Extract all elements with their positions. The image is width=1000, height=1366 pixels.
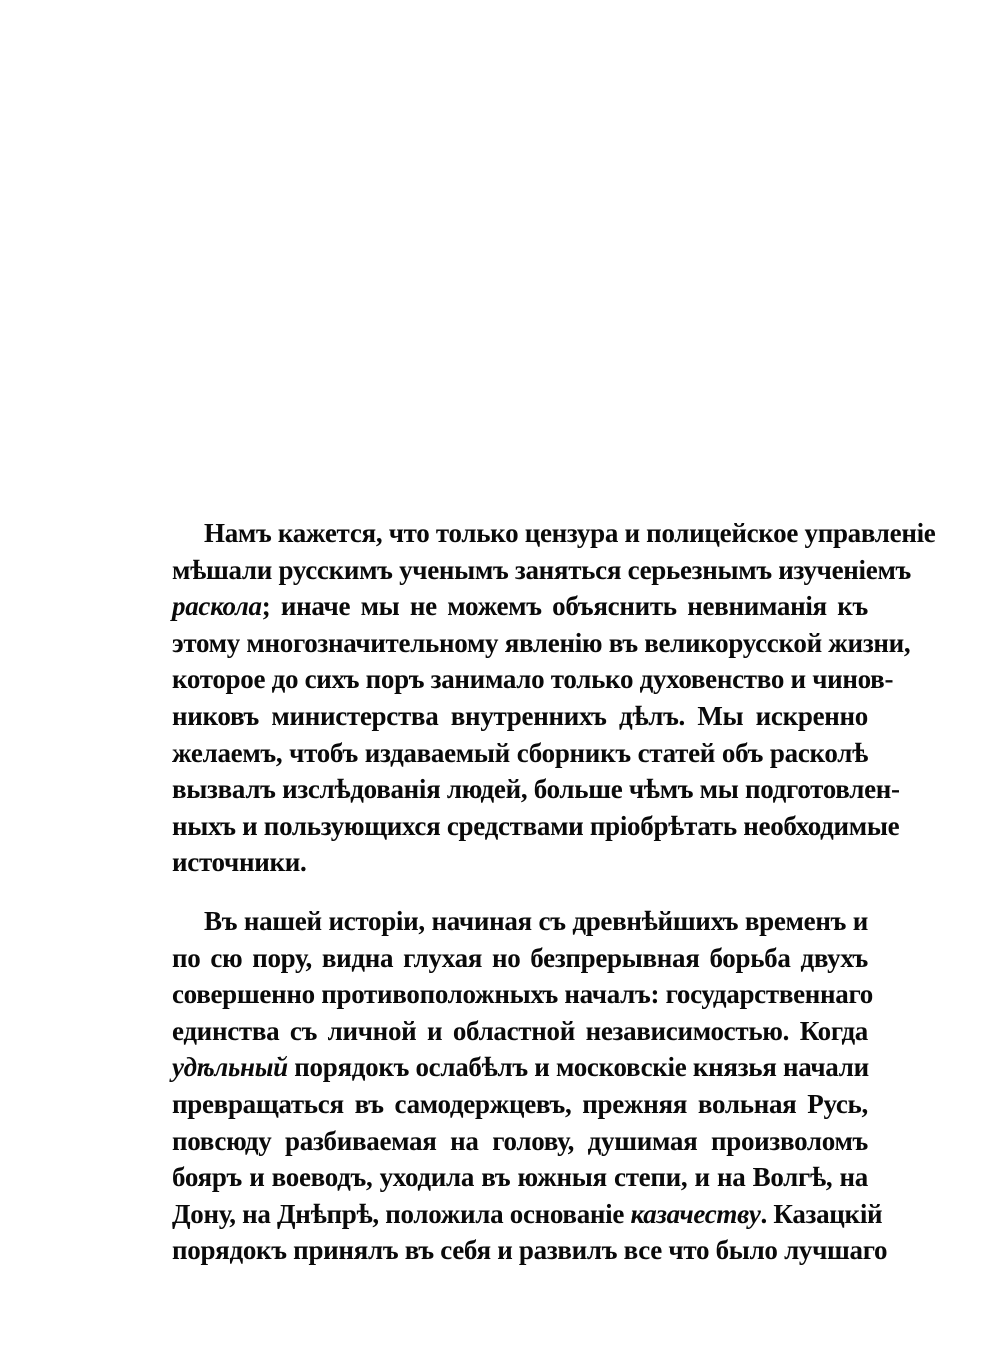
text-line — [172, 698, 868, 735]
text-span: ; иначе мы не можемъ объяснить невниманія къ — [261, 591, 868, 622]
text-line — [172, 625, 911, 662]
text-span: порядокъ ослабѣлъ и московскіе князья начали — [287, 1052, 869, 1083]
text-line — [172, 588, 868, 625]
text-line — [172, 1049, 868, 1086]
italic-term: удѣльный — [172, 1052, 288, 1083]
text-line — [172, 1123, 868, 1160]
text-span: превращаться въ самодержцевъ, прежняя вольная Русь, — [172, 1088, 868, 1119]
paragraph-1 — [172, 515, 936, 881]
text-line — [172, 844, 868, 881]
text-span: вызвалъ изслѣдованія людей, больше чѣмъ мы подготовлен- — [172, 774, 900, 805]
text-span: источники. — [172, 847, 307, 878]
italic-term: казачеству — [630, 1198, 761, 1229]
text-line — [172, 1196, 883, 1233]
text-span: ныхъ и пользующихся средствами пріобрѣтать необходимые — [172, 810, 900, 841]
text-span: никовъ министерства внутреннихъ дѣлъ. Мы искренно — [172, 700, 868, 731]
text-span: совершенно противоположныхъ началъ: государственнаго — [172, 979, 873, 1010]
text-span: желаемъ, чтобъ издаваемый сборникъ статей объ расколѣ — [172, 737, 868, 768]
text-line — [172, 976, 873, 1013]
text-span: Дону, на Днѣпрѣ, положила основаніе — [172, 1198, 631, 1229]
paragraph-2 — [172, 903, 888, 1269]
text-span: бояръ и воеводъ, уходила въ южныя степи, и на Волгѣ, на — [172, 1162, 868, 1193]
text-span: мѣшали русскимъ ученымъ заняться серьезнымъ изученіемъ — [172, 554, 911, 585]
text-line — [172, 661, 894, 698]
text-line — [172, 940, 868, 977]
text-line — [172, 903, 868, 940]
text-line — [172, 552, 911, 589]
text-span: порядокъ принялъ въ себя и развилъ все что было лучшаго — [172, 1235, 888, 1266]
italic-term: раскола — [172, 591, 262, 622]
text-line — [172, 808, 900, 845]
text-line — [172, 1232, 888, 1269]
text-span: по сю пору, видна глухая но безпрерывная борьба двухъ — [172, 942, 868, 973]
text-line — [172, 1159, 868, 1196]
text-span: . Казацкій — [760, 1198, 883, 1229]
text-span: Въ нашей исторіи, начиная съ древнѣйшихъ временъ и — [204, 906, 868, 936]
text-line — [172, 771, 900, 808]
text-line — [172, 1086, 868, 1123]
text-span: Намъ кажется, что только цензура и полицейское управленіе — [204, 518, 936, 548]
text-line — [172, 1013, 868, 1050]
text-span: единства съ личной и областной независимостью. Когда — [172, 1015, 868, 1046]
text-span: которое до сихъ поръ занимало только духовенство и чинов- — [172, 664, 894, 695]
text-line — [172, 735, 868, 772]
text-span: этому многозначительному явленію въ великорусской жизни, — [172, 627, 911, 658]
text-span: повсюду разбиваемая на голову, душимая произволомъ — [172, 1125, 868, 1156]
text-line — [172, 515, 936, 552]
